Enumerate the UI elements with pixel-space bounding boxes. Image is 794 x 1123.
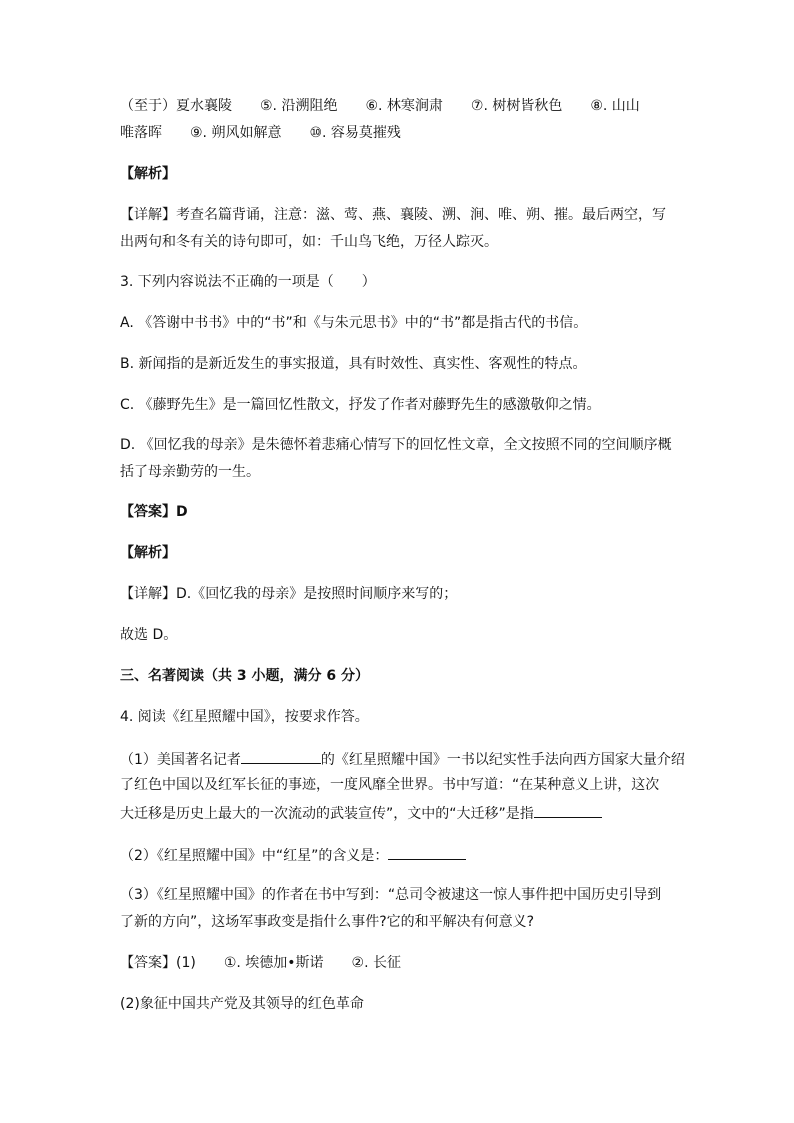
option-d: D. 《回忆我的母亲》是朱德怀着悲痛心情写下的回忆性文章，全文按照不同的空间顺序概 [120, 437, 672, 453]
q4-1-text-before: 大迁移是历史上最大的一次流动的武装宣传”，文中的“大迁移”是指 [120, 806, 534, 822]
answer-line-2: 唯落晖 ⑨. 朔风如解意 ⑩. 容易莫摧残 [120, 125, 401, 141]
answer-3: 【答案】D [120, 504, 188, 520]
q4-2-text: （2）《红星照耀中国》中“红星”的含义是： [120, 848, 389, 864]
answer-line-1: （至于）夏水襄陵 ⑤. 沿溯阻绝 ⑥. 林寒涧肃 ⑦. 树树皆秋色 ⑧. 山山 [120, 98, 640, 114]
q4-1-text-before: （1）美国著名记者 [120, 752, 241, 768]
fill-blank[interactable] [388, 845, 466, 860]
q4-1-text-after: 的《红星照耀中国》一书以纪实性手法向西方国家大量介绍 [320, 752, 685, 768]
analysis-heading: 【解析】 [120, 545, 176, 561]
section-heading: 三、名著阅读（共 3 小题，满分 6 分） [120, 668, 369, 684]
question-4-part-1-cont [120, 803, 602, 823]
detail-text: 【详解】D.《回忆我的母亲》是按照时间顺序来写的； [120, 586, 458, 602]
detail-text: 【详解】考查名篇背诵，注意：滋、莺、燕、襄陵、溯、涧、唯、朔、摧。最后两空，写 [120, 207, 666, 223]
question-4: 4. 阅读《红星照耀中国》，按要求作答。 [120, 709, 369, 725]
question-3: 3. 下列内容说法不正确的一项是（ ） [120, 274, 376, 290]
fill-blank[interactable] [534, 803, 602, 818]
fill-blank[interactable] [241, 749, 321, 764]
answer-4-part-2: (2)象征中国共产党及其领导的红色革命 [120, 996, 364, 1012]
question-4-part-3: （3）《红星照耀中国》的作者在书中写到：“总司令被逮这一惊人事件把中国历史引导到 [120, 887, 662, 903]
option-c: C. 《藤野先生》是一篇回忆性散文，抒发了作者对藤野先生的感激敬仰之情。 [120, 397, 601, 413]
option-d-cont: 括了母亲勤劳的一生。 [120, 464, 260, 480]
answer-4-part-1: 【答案】(1) ①. 埃德加•斯诺 ②. 长征 [120, 955, 401, 971]
conclusion-text: 故选 D。 [120, 627, 178, 643]
analysis-heading: 【解析】 [120, 166, 176, 182]
option-a: A. 《答谢中书书》中的“书”和《与朱元思书》中的“书”都是指古代的书信。 [120, 315, 588, 331]
question-4-part-1 [120, 749, 685, 769]
question-4-part-2 [120, 845, 466, 865]
detail-text: 出两句和冬有关的诗句即可，如：千山鸟飞绝，万径人踪灭。 [120, 234, 498, 250]
option-b: B. 新闻指的是新近发生的事实报道，具有时效性、真实性、客观性的特点。 [120, 356, 587, 372]
question-4-part-3-cont: 了新的方向”，这场军事政变是指什么事件?它的和平解决有何意义? [120, 914, 535, 930]
question-4-part-1-cont: 了红色中国以及红军长征的事迹，一度风靡全世界。书中写道：“在某种意义上讲，这次 [120, 777, 660, 793]
